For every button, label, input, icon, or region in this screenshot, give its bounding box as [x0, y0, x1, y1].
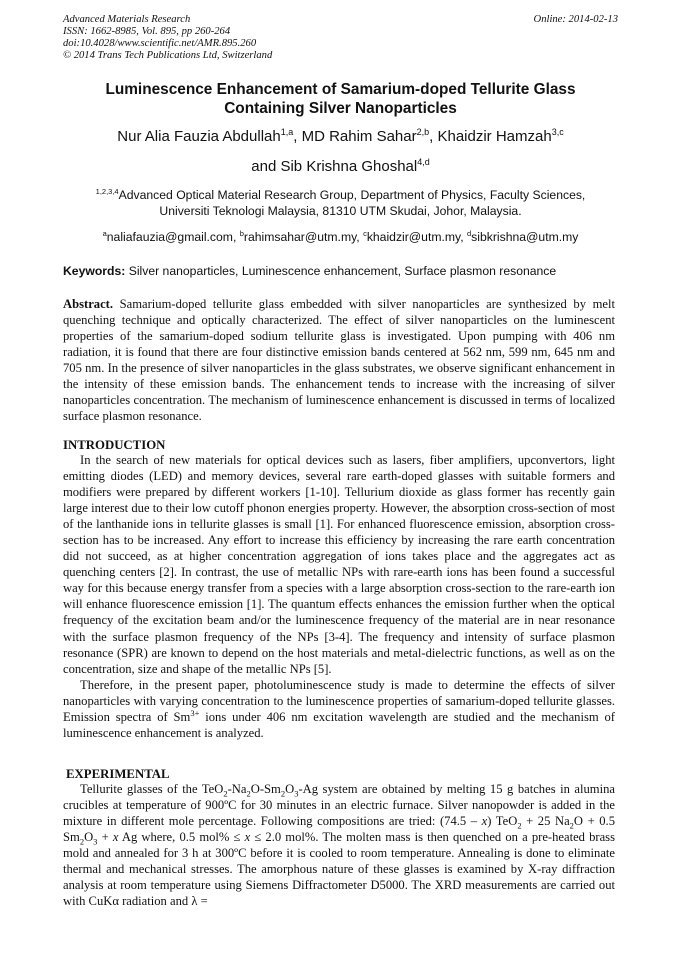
experimental-paragraph-1: Tellurite glasses of the $TeO_2-Na_2O-Sm_2O_3-Ag$ system are obtained by melting 15 g batches in alumina crucibles at temperature of 900ºC for 30 minutes in an electric furnace. Silver nanopowder is added in the mixture in different mole percentage. Following compositions are tried: (74.5 – x) TeO$_2$ + 25 $Na_2O + 0.5$ $Sm_2O_3 + x$ Ag where, 0.5 mol% ≤ x ≤ 2.0 mol%. The molten mass is then quenched on a pre-heated brass mold and annealed for 3 h at 300ºC before it is cooled to room temperature. Annealing is done to eliminate thermal and mechanical stresses. The amorphous nature of these glasses is examined by X-ray diffraction analysis at room temperature using Siemens Diffractometer D5000. The XRD measurements are carried out with CuKα radiation and λ = — [63, 782, 615, 909]
introduction-body — [63, 452, 615, 741]
author-1-sup: 1,a — [280, 127, 294, 137]
affiliation-sup: 1,2,3,4 — [95, 186, 119, 196]
author-4: Sib Krishna Ghoshal — [280, 158, 418, 175]
abstract-label: Abstract. — [63, 297, 114, 311]
title-line-1: Luminescence Enhancement of Samarium-doped Tellurite Glass — [105, 81, 576, 98]
running-header — [63, 14, 618, 62]
issn-line: ISSN: 1662-8985, Vol. 895, pp 260-264 — [63, 26, 231, 37]
abstract-text: Samarium-doped tellurite glass embedded with silver nanoparticles are synthesized by melt quenching technique and optically characterized. The effect of silver nanoparticles on the luminescent properties of the samarium-doped sodium tellurite glass is investigated. Upon pumping with 406 nm radiation, it is found that there are four distinctive emission bands centered at 562 nm, 599 nm, 645 nm and 705 nm. In the presence of silver nanoparticles in the glass substrates, we observe significant enhancement in the intensity of these emission bands. The enhancement tends to increase with the increasing of silver nanoparticles concentration. The mechanism of luminescence enhancement is discussed in terms of localized surface plasmon resonance. — [63, 297, 615, 424]
author-emails: $^a$naliafauzia@gmail.com, $^b$rahimsahar@utm.my, $^c$khaidzir@utm.my, $^d$sibkrishna@utm.my — [102, 228, 579, 244]
author-line-1: Nur Alia Fauzia Abdullah$^{1,a}$, MD Rahim Sahar$^{2,b}$, Khaidzir Hamzah$^{3,c}$ — [117, 127, 564, 145]
keywords — [63, 263, 618, 279]
author-2: MD Rahim Sahar — [301, 128, 417, 145]
author-3: Khaidzir Hamzah — [437, 128, 552, 145]
author-4-sup: 4,d — [417, 157, 430, 167]
email-b: rahimsahar@utm.my, — [243, 230, 364, 244]
experimental-body — [63, 781, 615, 909]
online-date: Online: 2014-02-13 — [533, 14, 618, 25]
email-c: khaidzir@utm.my, — [366, 230, 467, 244]
abstract — [63, 296, 615, 424]
paper-title — [63, 80, 618, 118]
affiliation-line-1: Advanced Optical Material Research Group, Department of Physics, Faculty Sciences, — [118, 188, 586, 202]
affiliation-line-2: Universiti Teknologi Malaysia, 81310 UTM Skudai, Johor, Malaysia. — [159, 204, 522, 218]
email-d: sibkrishna@utm.my — [471, 230, 579, 244]
author-2-sup: 2,b — [416, 127, 430, 137]
journal-name: Advanced Materials Research — [63, 14, 191, 25]
introduction-heading: INTRODUCTION — [63, 438, 166, 452]
email-a: naliafauzia@gmail.com, — [106, 230, 240, 244]
author-3-sup: 3,c — [551, 127, 564, 137]
affiliation — [63, 187, 618, 219]
title-line-2: Containing Silver Nanoparticles — [224, 100, 457, 117]
doi-line: doi:10.4028/www.scientific.net/AMR.895.260 — [63, 38, 257, 49]
experimental-heading: EXPERIMENTAL — [66, 767, 170, 781]
author-line-2: and Sib Krishna Ghoshal$^{4,d}$ — [251, 157, 430, 175]
author-1: Nur Alia Fauzia Abdullah — [117, 128, 281, 145]
introduction-paragraph-1: In the search of new materials for optical devices such as lasers, fiber amplifiers, upconvertors, light emitting diodes (LED) and memory devices, several rare earth-doped glasses with suitable formers and modifiers were prepared by different workers [1-10]. Tellurium dioxide as glass former has recently gain large interest due to their low cutoff phonon energies property. However, the absorption cross-section of most of the lanthanide ions in tellurite glasses is small [1]. For enhanced fluorescence emission, absorption cross-section has to be increased. Any effort to increase this efficiency by increasing the rare earth concentration did not succeed, as at higher concentration aggregation of ions takes place and the aggregates act as quenching centers [2]. In contrast, the use of metallic NPs with rare-earth ions has been found a successful way for this because energy transfer from a species with a large absorption cross-section to the rare-earth ion will enhance fluorescence emission [1]. The quantum effects enhances the emission further when the optical frequency of the excitation beam and/or the luminescence frequency of the material are in near resonance with the surface plasmon frequency of the NPs [3-4]. The frequency and intensity of surface plasmon resonance (SPR) are known to depend on the host materials and metal-dielectric functions, as well as on the concentration, size and shape of the metallic NPs [5]. — [63, 453, 615, 676]
copyright-line: © 2014 Trans Tech Publications Ltd, Switzerland — [63, 50, 273, 61]
keywords-label: Keywords: — [63, 264, 126, 278]
keywords-text: Silver nanoparticles, Luminescence enhancement, Surface plasmon resonance — [125, 264, 557, 278]
introduction-paragraph-2: Therefore, in the present paper, photoluminescence study is made to determine the effects of silver nanoparticles with varying concentration to the luminescence properties of samarium-doped tellurite glasses. Emission spectra of $Sm^{3+}$ ions under 406 nm excitation wavelength are studied and the mechanism of luminescence enhancement is analyzed. — [63, 677, 615, 740]
